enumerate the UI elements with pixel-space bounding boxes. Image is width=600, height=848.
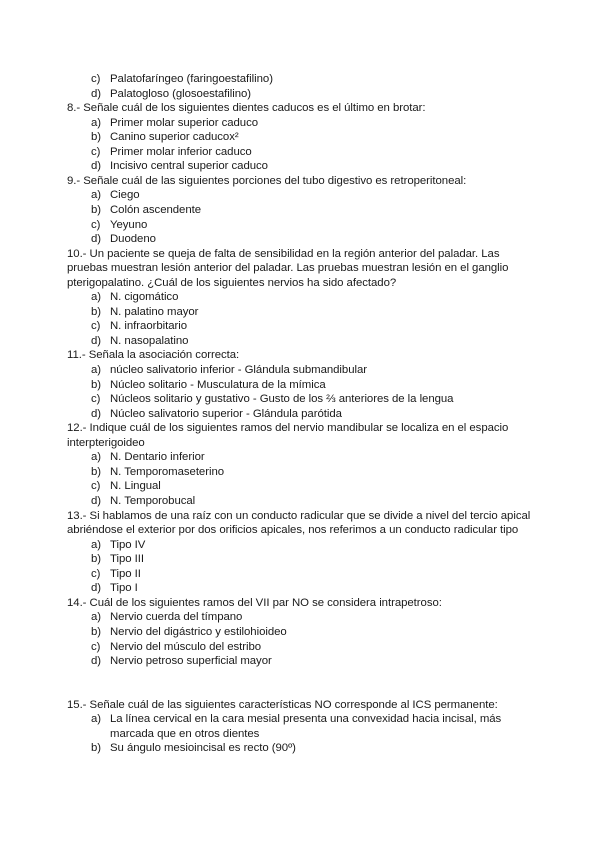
answer-option xyxy=(91,319,187,333)
answer-option xyxy=(91,407,342,421)
option-letter: b) xyxy=(91,131,102,144)
answer-option xyxy=(91,392,453,406)
option-letter: a) xyxy=(91,451,102,464)
option-text: Primer molar superior caduco xyxy=(110,116,258,129)
answer-option xyxy=(91,72,273,86)
option-letter: c) xyxy=(91,320,101,333)
option-text: Nervio petroso superficial mayor xyxy=(110,655,272,667)
option-letter: c) xyxy=(91,73,101,85)
option-letter: c) xyxy=(91,145,101,158)
answer-option xyxy=(91,232,156,246)
answer-option xyxy=(91,581,138,595)
option-text: Colón ascendente xyxy=(110,204,202,216)
answer-option xyxy=(91,363,367,377)
option-text: Tipo II xyxy=(110,567,141,580)
option-letter: c) xyxy=(91,480,101,493)
answer-option xyxy=(91,159,268,173)
option-text: núcleo salivatorio inferior - Glándula submandibular xyxy=(110,364,367,376)
option-letter: d) xyxy=(91,495,102,507)
option-letter: b) xyxy=(91,305,102,318)
answer-option xyxy=(91,494,195,508)
option-text: N. Lingual xyxy=(110,480,161,493)
answer-option xyxy=(91,87,251,101)
option-letter: a) xyxy=(91,291,102,304)
option-letter: c) xyxy=(91,393,101,406)
answer-option xyxy=(91,654,272,668)
option-text: Núcleo salivatorio superior - Glándula parótida xyxy=(110,407,342,420)
option-letter: a) xyxy=(91,713,102,726)
option-letter: a) xyxy=(91,611,102,624)
option-letter: d) xyxy=(91,334,102,347)
option-letter: b) xyxy=(91,378,102,391)
option-text: Tipo IV xyxy=(110,538,146,551)
answer-option xyxy=(91,567,141,581)
option-letter: d) xyxy=(91,87,102,100)
answer-option xyxy=(91,741,296,755)
option-text: Nervio del digástrico y estilohioideo xyxy=(110,625,287,638)
option-letter: c) xyxy=(91,567,101,580)
answer-option xyxy=(91,552,144,566)
question-text: 15.- Señale cuál de las siguientes características NO corresponde al ICS permanente: xyxy=(67,698,498,711)
question-text: 13.- Si hablamos de una raíz con un conducto radicular que se divide a nivel del tercio apical xyxy=(67,509,531,522)
answer-option xyxy=(91,145,252,159)
question-text-continued: interpterigoideo xyxy=(67,436,145,449)
answer-option xyxy=(91,465,224,479)
question-text: 10.- Un paciente se queja de falta de sensibilidad en la región anterior del paladar. Las xyxy=(67,247,500,260)
option-text: Su ángulo mesioincisal es recto (90º) xyxy=(110,742,296,755)
option-letter: d) xyxy=(91,160,102,173)
option-letter: a) xyxy=(91,538,102,551)
option-letter: b) xyxy=(91,742,102,755)
option-letter: b) xyxy=(91,465,102,478)
answer-option xyxy=(91,218,147,232)
option-text: N. palatino mayor xyxy=(110,305,199,318)
answer-option xyxy=(91,203,201,217)
option-letter: a) xyxy=(91,364,102,376)
question-text: 11.- Señala la asociación correcta: xyxy=(67,349,240,362)
option-text: Nervio del músculo del estribo xyxy=(110,640,262,653)
option-letter: a) xyxy=(91,116,102,129)
option-letter: d) xyxy=(91,582,102,595)
question-text: 12.- Indique cuál de los siguientes ramos del nervio mandibular se localiza en el espacio xyxy=(67,422,509,435)
option-text: Duodeno xyxy=(110,233,156,246)
option-text: N. nasopalatino xyxy=(110,334,189,347)
option-letter: d) xyxy=(91,233,102,246)
option-text: Tipo III xyxy=(110,553,144,566)
answer-option xyxy=(91,188,140,202)
option-text: Nervio cuerda del tímpano xyxy=(110,611,243,624)
answer-option xyxy=(91,334,188,348)
option-text: N. cigomático xyxy=(110,291,179,304)
option-text: N. Temporomaseterino xyxy=(110,465,225,478)
option-text: Primer molar inferior caduco xyxy=(110,145,252,158)
question-text-continued: abriéndose el exterior por dos orificios apicales, nos referimos a un conducto radicular tipo xyxy=(67,524,519,536)
question-text: 14.- Cuál de los siguientes ramos del VII par NO se considera intrapetroso: xyxy=(67,596,442,609)
answer-option xyxy=(91,305,198,319)
option-text: Yeyuno xyxy=(110,218,148,231)
answer-option xyxy=(91,538,145,552)
option-text: Núcleo solitario - Musculatura de la mímica xyxy=(110,378,326,391)
option-text: Palatofaríngeo (faringoestafilino) xyxy=(110,73,273,85)
answer-option xyxy=(91,640,261,654)
question-text-continued: pruebas muestran lesión anterior del paladar. Las pruebas muestran lesión en el ganglio xyxy=(67,262,509,275)
answer-option xyxy=(91,625,287,639)
option-text: Incisivo central superior caduco xyxy=(110,160,268,173)
question-text-continued: pterigopalatino. ¿Cuál de los siguientes nervios ha sido afectado? xyxy=(67,276,397,289)
answer-option xyxy=(91,610,242,624)
answer-option xyxy=(91,116,258,130)
option-letter: b) xyxy=(91,625,102,638)
option-text: Ciego xyxy=(110,189,140,202)
option-text: Núcleos solitario y gustativo - Gusto de los ⅔ anteriores de la lengua xyxy=(110,393,454,406)
option-letter: a) xyxy=(91,189,102,202)
answer-option xyxy=(91,130,239,144)
answer-option xyxy=(91,450,205,464)
question-text: 9.- Señale cuál de las siguientes porciones del tubo digestivo es retroperitoneal: xyxy=(67,174,467,187)
option-letter: c) xyxy=(91,640,101,653)
option-letter: d) xyxy=(91,407,102,420)
option-text: Tipo I xyxy=(110,582,138,595)
option-text: N. Dentario inferior xyxy=(110,451,205,464)
answer-option xyxy=(91,712,501,726)
answer-option xyxy=(91,378,326,392)
answer-option xyxy=(91,290,178,304)
option-letter: d) xyxy=(91,655,102,667)
option-text-continued: marcada que en otros dientes xyxy=(110,727,260,740)
option-text: N. infraorbitario xyxy=(110,320,188,333)
option-letter: c) xyxy=(91,218,101,231)
option-letter: b) xyxy=(91,553,102,566)
option-text: N. Temporobucal xyxy=(110,495,196,507)
option-text: Palatogloso (glosoestafilino) xyxy=(110,87,252,100)
option-text: Canino superior caducox² xyxy=(110,131,239,144)
option-text: La línea cervical en la cara mesial presenta una convexidad hacia incisal, más xyxy=(110,713,502,726)
option-letter: b) xyxy=(91,204,102,216)
answer-option xyxy=(91,479,161,493)
question-text: 8.- Señale cuál de los siguientes dientes caducos es el último en brotar: xyxy=(67,102,426,115)
